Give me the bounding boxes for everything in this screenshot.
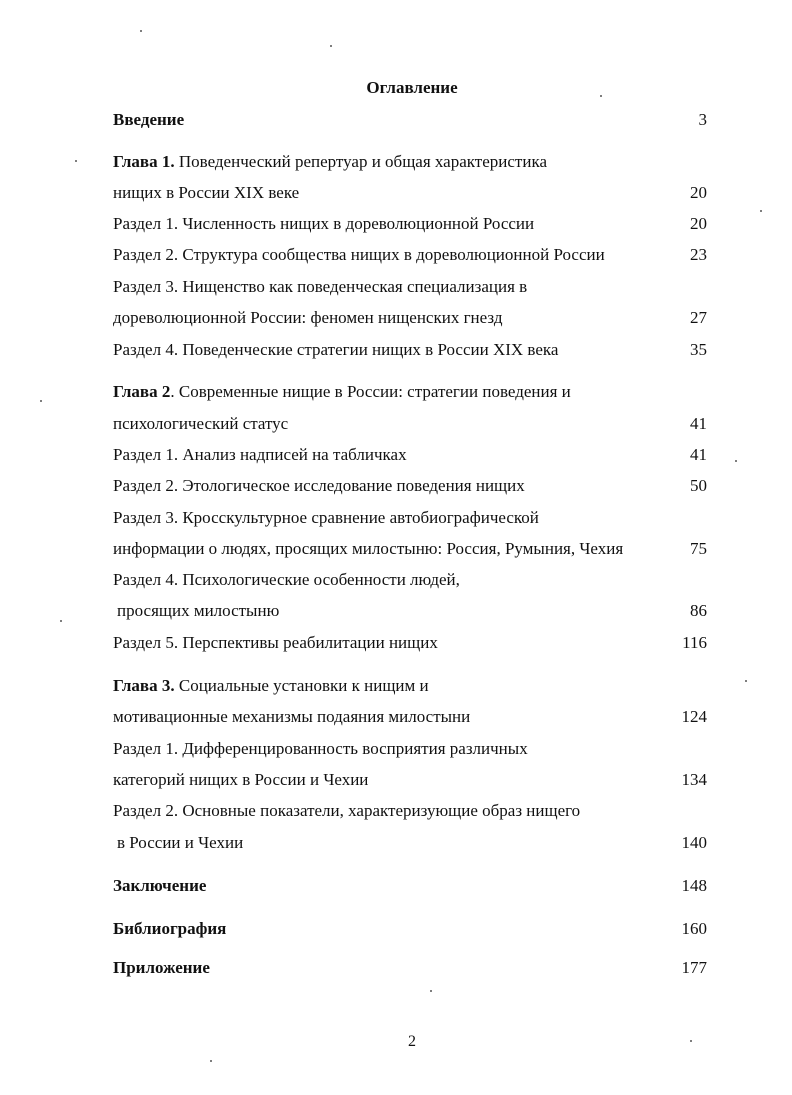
toc-ch1-s2-page: 23	[690, 245, 707, 264]
toc-ch3-s1-line2: категорий нищих в России и Чехии	[113, 770, 369, 789]
toc-ch3-line2: мотивационные механизмы подаяния милостыни	[113, 707, 471, 726]
toc-ch1-s2-label: Раздел 2. Структура сообщества нищих в дореволюционной России	[113, 245, 605, 264]
toc-ch3-line1	[113, 676, 429, 696]
scan-speck	[75, 160, 77, 162]
toc-ch1-s1-label: Раздел 1. Численность нищих в дореволюционной России	[113, 214, 535, 233]
toc-ch1-line1	[113, 152, 547, 172]
toc-ch3-s1-page: 134	[681, 770, 707, 789]
scan-speck	[600, 95, 602, 97]
toc-bibliography-label: Библиография	[113, 919, 227, 938]
toc-title: Оглавление	[366, 78, 458, 97]
toc-ch3-s2-page: 140	[681, 833, 707, 852]
toc-appendix-page: 177	[681, 958, 707, 977]
toc-intro-label: Введение	[113, 110, 185, 129]
toc-ch1-page: 20	[690, 183, 707, 202]
toc-ch2-title: . Современные нищие в России: стратегии поведения и	[170, 382, 571, 401]
toc-ch1-head: Глава 1.	[113, 152, 175, 171]
toc-conclusion-page: 148	[681, 876, 707, 895]
toc-ch3-head: Глава 3.	[113, 676, 175, 695]
scan-speck	[210, 1060, 212, 1062]
toc-appendix-label: Приложение	[113, 958, 210, 977]
toc-ch2-s3-page: 75	[690, 539, 707, 558]
toc-ch2-page: 41	[690, 414, 707, 433]
toc-ch3-title: Социальные установки к нищим и	[174, 676, 429, 695]
toc-ch2-s4-page: 86	[690, 601, 707, 620]
toc-ch3-page: 124	[681, 707, 707, 726]
scan-speck	[735, 460, 737, 462]
scan-speck	[690, 1040, 692, 1042]
toc-ch2-s4-line1: Раздел 4. Психологические особенности людей,	[113, 570, 460, 589]
toc-conclusion-label: Заключение	[113, 876, 207, 895]
toc-ch2-s1-page: 41	[690, 445, 707, 464]
toc-ch2-s5-label: Раздел 5. Перспективы реабилитации нищих	[113, 633, 438, 652]
scan-speck	[40, 400, 42, 402]
toc-ch2-s2-label: Раздел 2. Этологическое исследование поведения нищих	[113, 476, 525, 495]
toc-ch3-s1-line1: Раздел 1. Дифференцированность восприятия различных	[113, 739, 528, 758]
scan-speck	[60, 620, 62, 622]
toc-ch3-s2-line2: в России и Чехии	[117, 833, 244, 852]
toc-ch1-line2: нищих в России XIX веке	[113, 183, 300, 202]
scan-speck	[140, 30, 142, 32]
toc-ch1-s3-line1: Раздел 3. Нищенство как поведенческая специализация в	[113, 277, 528, 296]
toc-ch2-line2: психологический статус	[113, 414, 289, 433]
toc-ch2-s5-page: 116	[682, 633, 707, 652]
toc-ch1-s4-page: 35	[690, 340, 707, 359]
toc-ch1-s1-page: 20	[690, 214, 707, 233]
toc-ch2-head: Глава 2	[113, 382, 171, 401]
toc-ch2-s3-line2: информации о людях, просящих милостыню: Россия, Румыния, Чехия	[113, 539, 624, 558]
toc-ch1-title: Поведенческий репертуар и общая характеристика	[174, 152, 547, 171]
toc-ch2-s1-label: Раздел 1. Анализ надписей на табличках	[113, 445, 407, 464]
scan-speck	[760, 210, 762, 212]
page-number: 2	[408, 1033, 416, 1050]
scan-speck	[330, 45, 332, 47]
toc-ch1-s4-label: Раздел 4. Поведенческие стратегии нищих в России XIX века	[113, 340, 559, 359]
scan-speck	[430, 990, 432, 992]
toc-ch2-s2-page: 50	[690, 476, 707, 495]
toc-ch2-line1	[113, 382, 571, 402]
toc-ch2-s3-line1: Раздел 3. Кросскультурное сравнение автобиографической	[113, 508, 539, 527]
toc-intro-page: 3	[698, 110, 707, 129]
toc-bibliography-page: 160	[681, 919, 707, 938]
toc-ch2-s4-line2: просящих милостыню	[117, 601, 280, 620]
toc-ch1-s3-page: 27	[690, 308, 707, 327]
scan-speck	[745, 680, 747, 682]
toc-ch3-s2-line1: Раздел 2. Основные показатели, характеризующие образ нищего	[113, 801, 581, 820]
toc-ch1-s3-line2: дореволюционной России: феномен нищенских гнезд	[113, 308, 503, 327]
